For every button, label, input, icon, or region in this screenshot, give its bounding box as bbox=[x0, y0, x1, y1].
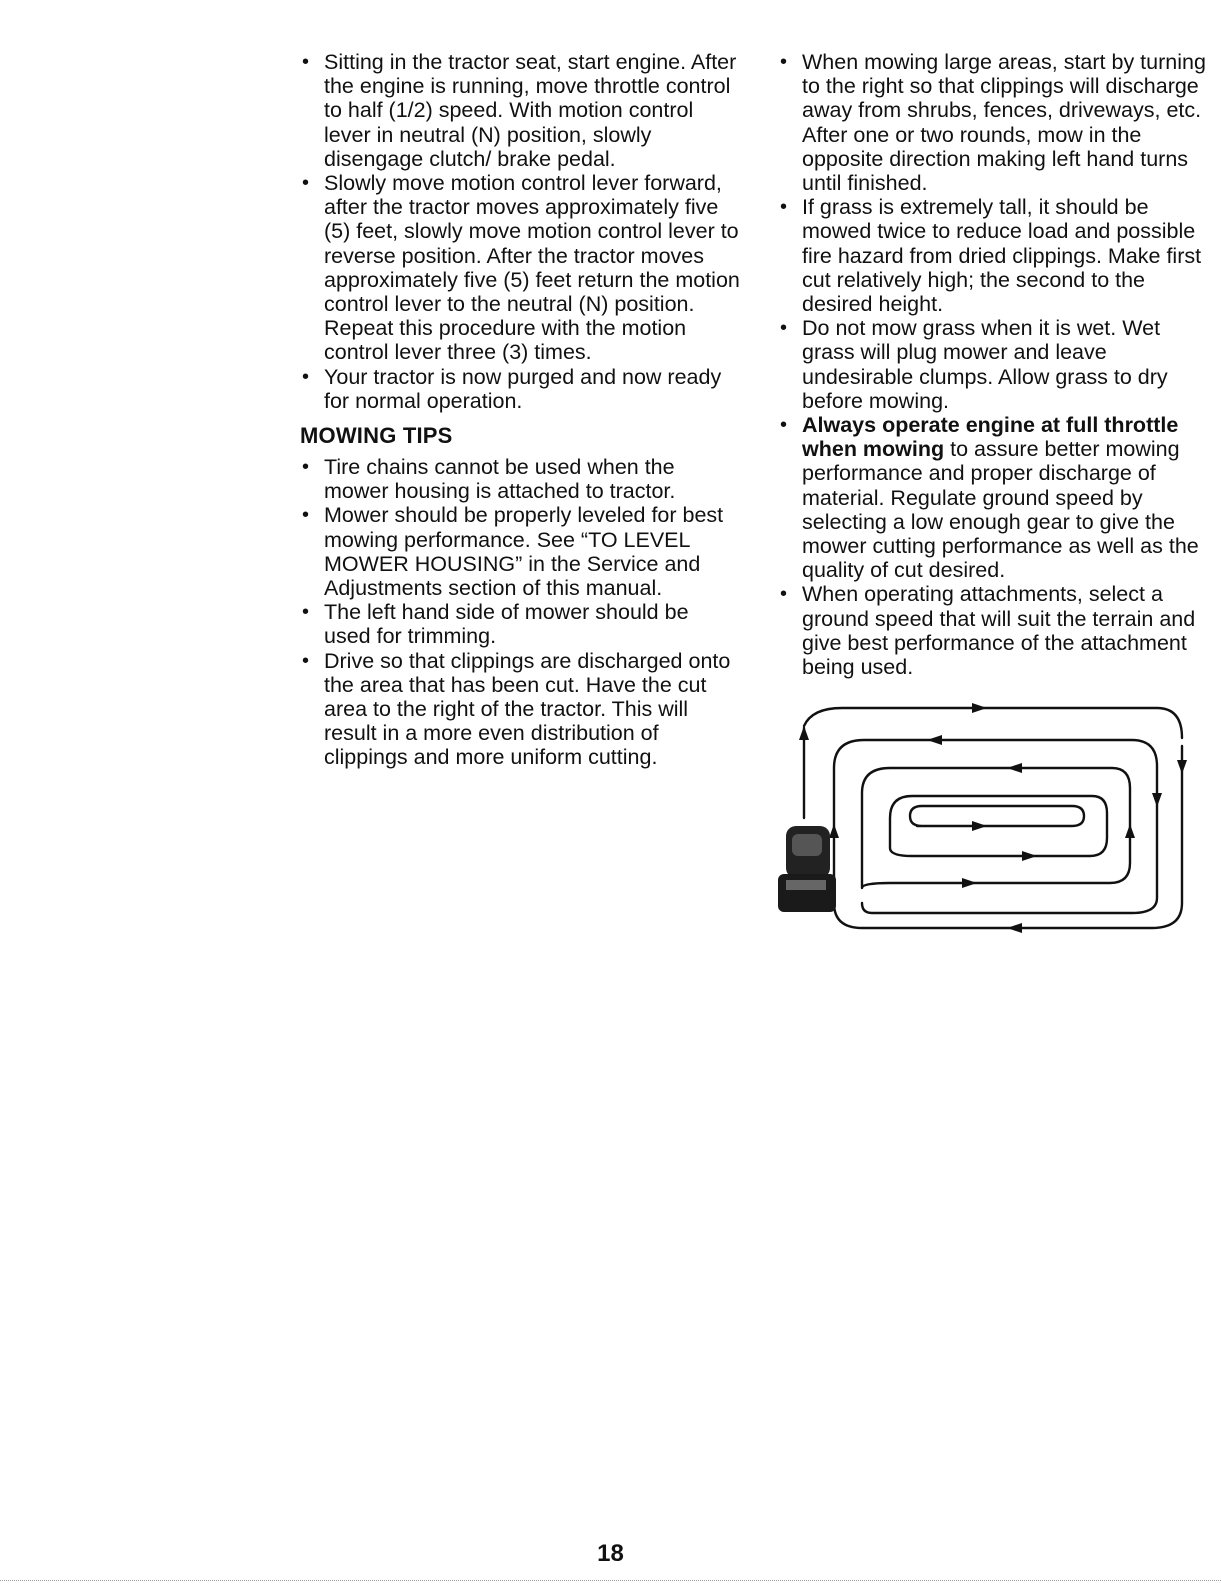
list-item: • Your tractor is now purged and now ready for normal operation. bbox=[300, 365, 740, 413]
list-item: • Mower should be properly leveled for best mowing performance. See “TO LEVEL MOWER HOUSING” in the Service and Adjustments section of this manual. bbox=[300, 503, 740, 600]
list-item-bold bbox=[778, 413, 1218, 582]
bottom-divider bbox=[0, 1580, 1221, 1581]
tips-bullet-list bbox=[300, 455, 740, 770]
list-item: • Tire chains cannot be used when the mower housing is attached to tractor. bbox=[300, 455, 740, 503]
list-item: • When operating attachments, select a ground speed that will suit the terrain and give best performance of the attachment being used. bbox=[778, 582, 1218, 679]
section-heading-mowing-tips: MOWING TIPS bbox=[300, 423, 453, 449]
list-item: • Sitting in the tractor seat, start engine. After the engine is running, move throttle control to half (1/2) speed. With motion control lever in neutral (N) position, slowly disengage clutch/ brake pedal. bbox=[300, 50, 740, 171]
mowing-pattern-diagram-icon bbox=[772, 698, 1192, 948]
tractor-icon bbox=[778, 826, 836, 912]
list-item: • When mowing large areas, start by turning to the right so that clippings will discharge away from shrubs, fences, driveways, etc. After one or two rounds, mow in the opposite direction making left hand turns until finished. bbox=[778, 50, 1218, 195]
list-item: • The left hand side of mower should be used for trimming. bbox=[300, 600, 740, 648]
bold-bullet-rest: to assure better mowing performance and proper discharge of material. Regulate ground speed by selecting a low enough gear to give the mower cutting performance as well as the quality of cut desired. bbox=[802, 437, 1199, 583]
page-number: 18 bbox=[597, 1540, 624, 1567]
right-bullet-list bbox=[778, 50, 1218, 679]
list-item: • Slowly move motion control lever forward, after the tractor moves approximately five (5) feet, slowly move motion control lever to reverse position. After the tractor moves approximately five (5) feet return the motion control lever to the neutral (N) position. Repeat this procedure with the motion control lever three (3) times. bbox=[300, 171, 740, 365]
list-item: • Do not mow grass when it is wet. Wet grass will plug mower and leave undesirable clumps. Allow grass to dry before mowing. bbox=[778, 316, 1218, 413]
intro-bullet-list bbox=[300, 50, 740, 413]
right-column bbox=[778, 50, 1218, 679]
list-item: • If grass is extremely tall, it should be mowed twice to reduce load and possible fire hazard from dried clippings. Make first cut relatively high; the second to the desired height. bbox=[778, 195, 1218, 316]
bold-emphasis: Always operate engine at full throttle when mowing bbox=[802, 413, 1179, 462]
list-item: • Drive so that clippings are discharged onto the area that has been cut. Have the cut area to the right of the tractor. This will result in a more even distribution of clippings and more uniform cutting. bbox=[300, 649, 740, 770]
left-column bbox=[300, 50, 740, 770]
